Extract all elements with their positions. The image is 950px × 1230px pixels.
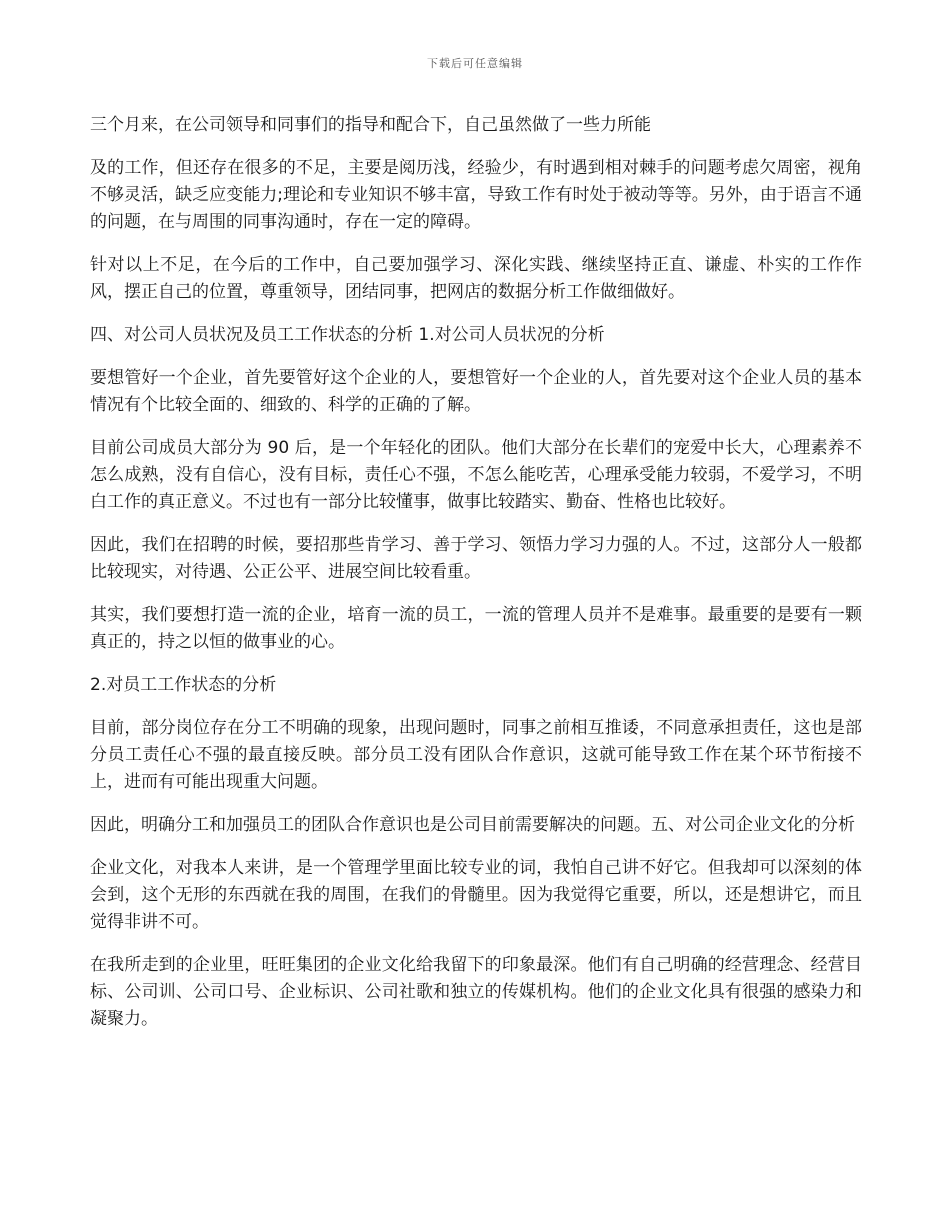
paragraph: 针对以上不足，在今后的工作中，自己要加强学习、深化实践、继续坚持正直、谦虚、朴实的工作作风，摆正自己的位置，尊重领导，团结同事，把网店的数据分析工作做细做好。 <box>90 255 862 302</box>
paragraph: 企业文化，对我本人来讲，是一个管理学里面比较专业的词，我怕自己讲不好它。但我却可以深刻的体会到，这个无形的东西就在我的周围，在我们的骨髓里。因为我觉得它重要，所以，还是想讲它，而且觉得非讲不可。 <box>90 858 862 932</box>
paragraph: 因此，我们在招聘的时候，要招那些肯学习、善于学习、领悟力学习力强的人。不过，这部分人一般都比较现实，对待遇、公正公平、进展空间比较看重。 <box>90 535 862 582</box>
paragraph: 目前公司成员大部分为 90 后，是一个年轻化的团队。他们大部分在长辈们的宠爱中长大，心理素养不怎么成熟，没有自信心，没有目标，责任心不强，不怎么能吃苦，心理承受能力较弱，不爱学习，不明白工作的真正意义。不过也有一部分比较懂事，做事比较踏实、勤奋、性格也比较好。 <box>90 438 862 512</box>
subsection-heading: 2.对员工工作状态的分析 <box>90 675 277 695</box>
paragraph: 目前，部分岗位存在分工不明确的现象，出现问题时，同事之前相互推诿，不同意承担责任，这也是部分员工责任心不强的最直接反映。部分员工没有团队合作意识，这就可能导致工作在某个环节衔接不上，进而有可能出现重大问题。 <box>90 718 862 792</box>
paragraph: 在我所走到的企业里，旺旺集团的企业文化给我留下的印象最深。他们有自己明确的经营理念、经营目标、公司训、公司口号、企业标识、公司社歌和独立的传媒机构。他们的企业文化具有很强的感染力和凝聚力。 <box>90 955 862 1029</box>
paragraph: 及的工作，但还存在很多的不足，主要是阅历浅，经验少，有时遇到相对棘手的问题考虑欠周密，视角不够灵活，缺乏应变能力;理论和专业知识不够丰富，导致工作有时处于被动等等。另外，由于语言不通的问题，在与周围的同事沟通时，存在一定的障碍。 <box>90 158 862 232</box>
page-header: 下载后可任意编辑 <box>427 57 523 70</box>
paragraph: 因此，明确分工和加强员工的团队合作意识也是公司目前需要解决的问题。五、对公司企业文化的分析 <box>90 815 855 835</box>
document-body <box>90 112 862 1049</box>
paragraph: 其实，我们要想打造一流的企业，培育一流的员工，一流的管理人员并不是难事。最重要的是要有一颗真正的，持之以恒的做事业的心。 <box>90 605 862 652</box>
paragraph: 三个月来，在公司领导和同事们的指导和配合下，自己虽然做了一些力所能 <box>90 115 651 135</box>
section-heading: 四、对公司人员状况及员工工作状态的分析 1.对公司人员状况的分析 <box>90 325 605 345</box>
paragraph: 要想管好一个企业，首先要管好这个企业的人，要想管好一个企业的人，首先要对这个企业人员的基本情况有个比较全面的、细致的、科学的正确的了解。 <box>90 368 862 415</box>
